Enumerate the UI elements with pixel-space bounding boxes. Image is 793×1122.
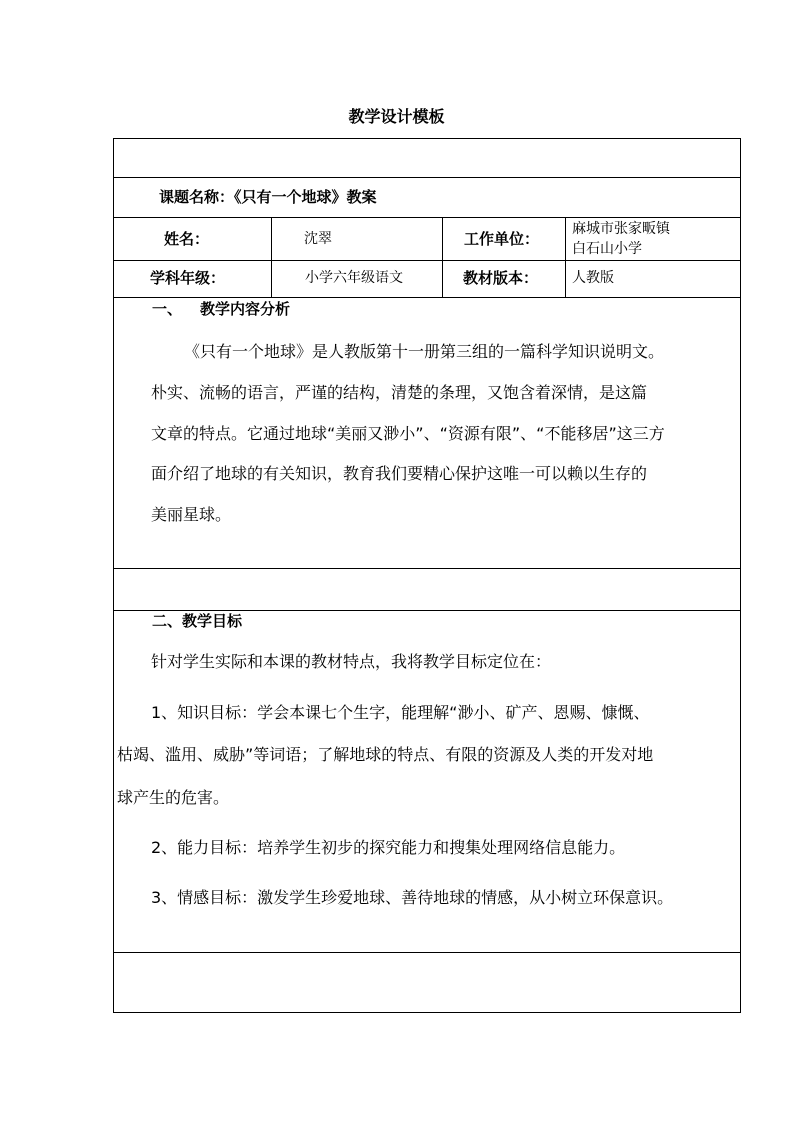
- lesson-plan-table: [113, 138, 741, 1013]
- section1-heading: [152, 299, 290, 319]
- goal1-line: 1、知识目标：学会本课七个生字，能理解“渺小、矿产、恩赐、慷慨、: [151, 703, 650, 722]
- section1-line: 朴实、流畅的语言，严谨的结构，清楚的条理，又饱含着深情，是这篇: [151, 383, 648, 402]
- goal1-line: 枯竭、滥用、威胁”等词语；了解地球的特点、有限的资源及人类的开发对地: [117, 745, 654, 764]
- edition-value: 人教版: [572, 270, 614, 286]
- goal3-line: 3、情感目标：激发学生珍爱地球、善待地球的情感，从小树立环保意识。: [151, 888, 674, 907]
- row-divider: [114, 260, 740, 261]
- course-title: [159, 187, 377, 207]
- grade-label: 学科年级：: [150, 269, 226, 287]
- section1-line: 文章的特点。它通过地球“美丽又渺小”、“资源有限”、“不能移居”这三方: [151, 424, 665, 443]
- row-divider: [114, 217, 740, 218]
- course-name: 《只有一个地球》教案: [234, 188, 377, 206]
- goal1-line: 球产生的危害。: [117, 788, 230, 807]
- row-divider: [114, 568, 740, 569]
- section1-line: 美丽星球。: [151, 505, 232, 524]
- unit-label: 工作单位：: [464, 230, 540, 248]
- section2-intro: 针对学生实际和本课的教材特点，我将教学目标定位在：: [151, 652, 552, 671]
- row-divider: [114, 952, 740, 953]
- unit-value-line1: 麻城市张家畈镇: [572, 221, 670, 237]
- course-label: 课题名称：: [159, 188, 235, 206]
- page-title: 教学设计模板: [348, 107, 445, 126]
- section1-heading-text: 教学内容分析: [200, 300, 291, 318]
- edition-label: 教材版本：: [463, 269, 539, 287]
- column-divider: [565, 217, 566, 297]
- row-divider: [114, 177, 740, 178]
- column-divider: [442, 217, 443, 297]
- section1-line: 面介绍了地球的有关知识，教育我们要精心保护这唯一可以赖以生存的: [151, 464, 648, 483]
- row-divider: [114, 297, 740, 298]
- grade-value: 小学六年级语文: [305, 270, 403, 286]
- unit-value-line2: 白石山小学: [572, 241, 642, 257]
- section1-line: 《只有一个地球》是人教版第十一册第三组的一篇科学知识说明文。: [184, 342, 665, 361]
- name-label: 姓名：: [164, 230, 210, 248]
- section2-heading: 二、教学目标: [152, 612, 243, 630]
- column-divider: [271, 217, 272, 297]
- name-value: 沈翠: [304, 231, 332, 247]
- section1-heading-number: 一、: [152, 300, 183, 318]
- goal2-line: 2、能力目标：培养学生初步的探究能力和搜集处理网络信息能力。: [151, 838, 626, 857]
